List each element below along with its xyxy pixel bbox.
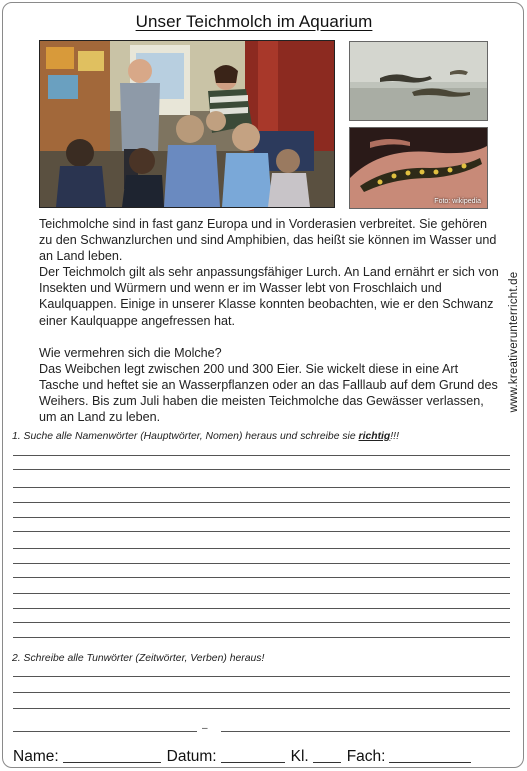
writing-line-right[interactable]: [221, 731, 510, 732]
separator-dash: –: [202, 723, 208, 734]
writing-line-left[interactable]: [13, 731, 197, 732]
paragraph-reproduction: Das Weibchen legt zwischen 200 und 300 Eier. Sie wickelt diese in eine Art Tasche und heftet sie an Wasserpflanzen oder an das Falllaub auf dem Grund des Weihers. Bis zum Juli haben die meisten Teichmolche das Gewässer verlassen, um an Land zu leben.: [39, 361, 498, 425]
name-label: Name:: [13, 748, 59, 765]
task-2-instruction: 2. Schreibe alle Tunwörter (Zeitwörter, Verben) heraus!: [12, 653, 265, 664]
class-field[interactable]: [313, 748, 341, 763]
worksheet-page: [2, 2, 524, 768]
date-field[interactable]: [221, 748, 285, 763]
subject-field[interactable]: [389, 748, 471, 763]
website-label: www.kreativerunterricht.de: [508, 271, 520, 413]
photo-credit: Foto: wikipedia: [434, 198, 481, 205]
worksheet-title: Unser Teichmolch im Aquarium: [135, 12, 373, 31]
paragraph-intro: Teichmolche sind in fast ganz Europa und in Vorderasien verbreitet. Sie gehören zu den Schwanzlurchen und sind Amphibien, das heißt sie können im Wasser und an Land leben.: [39, 217, 497, 264]
class-label: Kl.: [290, 748, 309, 765]
date-label: Datum:: [166, 748, 217, 765]
classroom-photo: [39, 40, 335, 208]
subject-label: Fach:: [346, 748, 386, 765]
footer-fields: [13, 748, 477, 766]
aquarium-photo: [349, 41, 488, 121]
paragraph-diet: Der Teichmolch gilt als sehr anpassungsfähiger Lurch. An Land ernährt er sich von Insekten und Würmern und wenn er im Wasser lebt von Froschlaich und Kaulquappen. Einige in unserer Klasse konnten beobachten, wie er den Schwanz einer Kaulquappe angefressen hat.: [39, 265, 499, 328]
newt-on-hand-photo: [349, 127, 488, 209]
task-1-emphasis: richtig: [358, 431, 391, 442]
body-text: [39, 216, 499, 425]
section-heading: Wie vermehren sich die Molche?: [39, 345, 222, 360]
name-field[interactable]: [63, 748, 161, 763]
task-1-instruction: 1. Suche alle Namenwörter (Hauptwörter, Nomen) heraus und schreibe sie richtig!!!: [12, 431, 399, 442]
